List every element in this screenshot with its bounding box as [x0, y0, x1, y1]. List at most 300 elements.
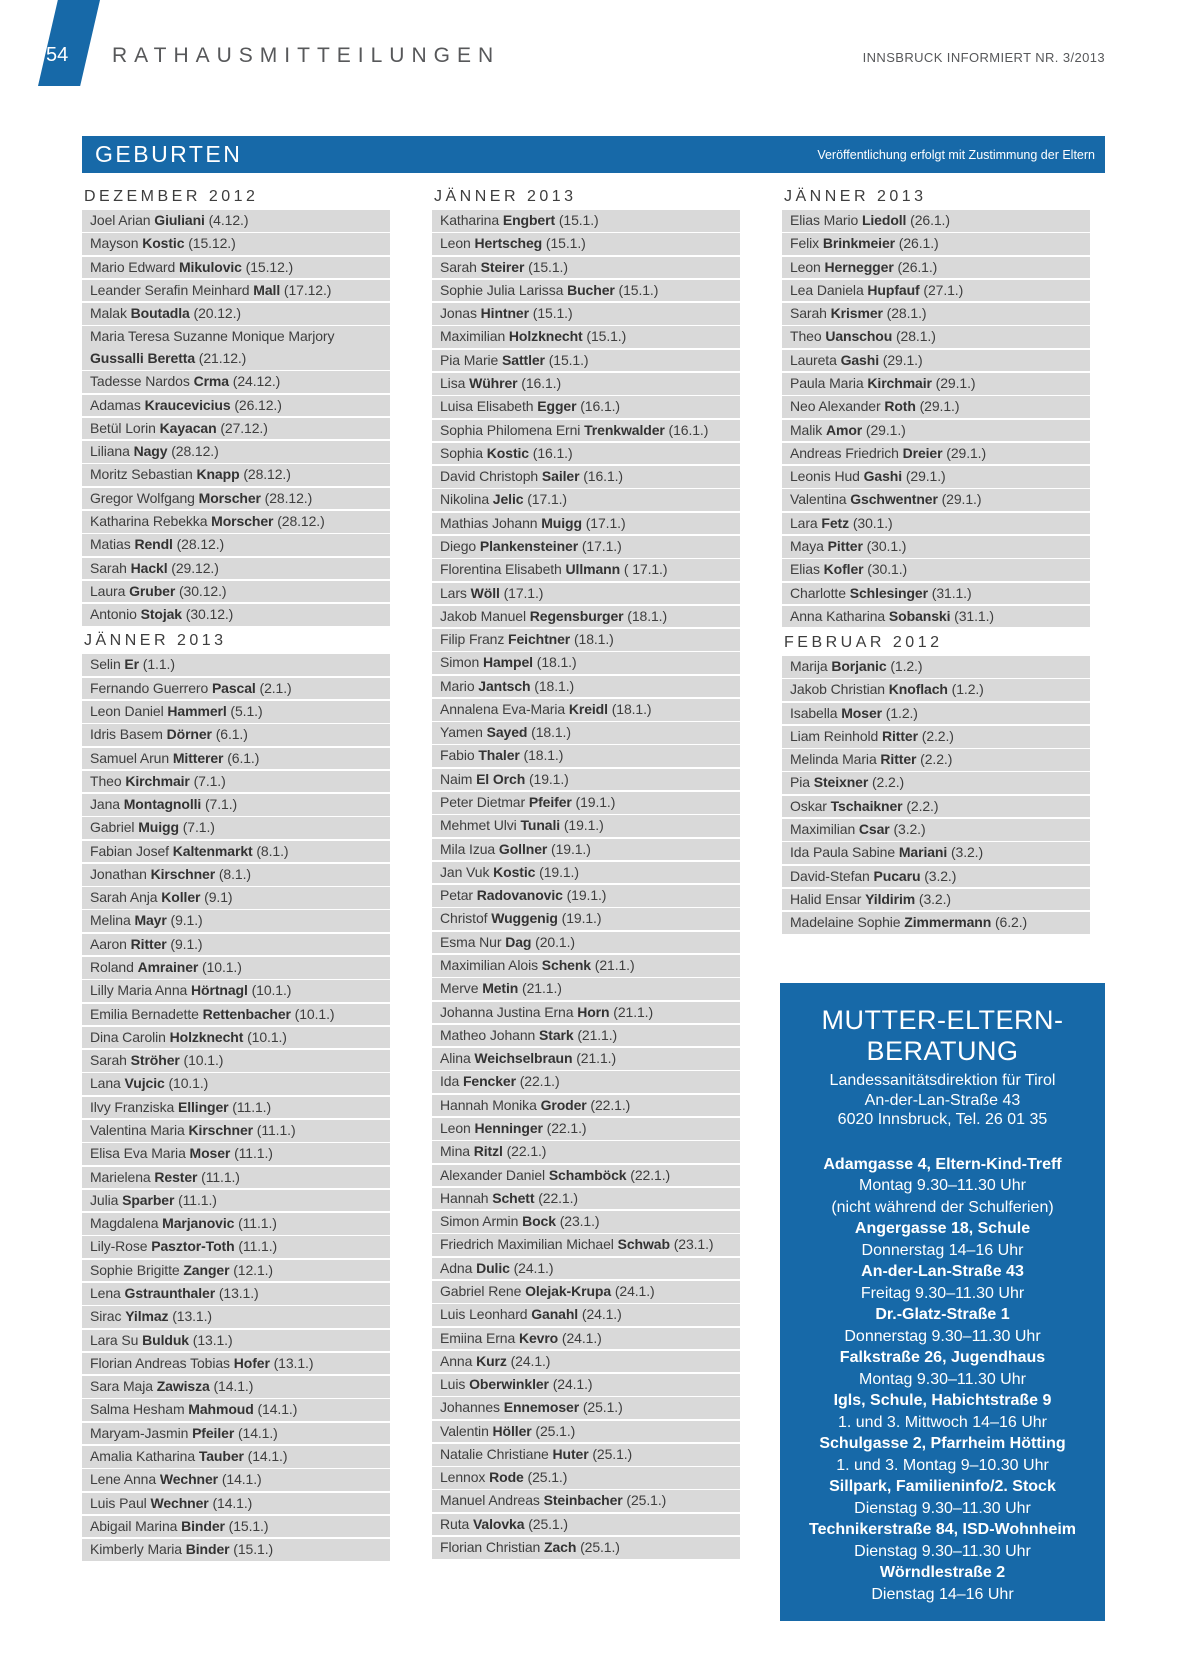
given-names: Jakob Manuel: [440, 607, 530, 624]
birth-date: (11.1.): [253, 1122, 296, 1138]
surname: Hintner: [480, 305, 529, 322]
birth-entry: [82, 1073, 390, 1095]
birth-entry: [782, 489, 1090, 511]
birth-column-2: [432, 183, 740, 1560]
given-names: Melina: [90, 912, 135, 929]
birth-date: ( 17.1.): [620, 561, 668, 578]
birth-date: (18.1.): [527, 724, 571, 741]
surname: Ritter: [880, 751, 917, 768]
birth-entry: [82, 511, 390, 533]
location-name: Technikerstraße 84, ISD-Wohnheim: [808, 1521, 1077, 1538]
surname: Kirschner: [188, 1122, 253, 1138]
birth-date: (15.1.): [528, 305, 573, 322]
surname: Hofer: [233, 1354, 270, 1371]
birth-entry: [432, 932, 740, 954]
given-names: Alexander Daniel: [440, 1166, 549, 1183]
given-names: Marija: [790, 658, 832, 675]
birth-date: (28.12.): [260, 489, 313, 506]
given-names: Diego: [440, 537, 480, 554]
surname: Pascal: [211, 679, 256, 696]
surname: Groder: [540, 1096, 587, 1113]
birth-entry: [82, 395, 390, 417]
given-names: Theo: [790, 328, 826, 345]
birth-date: (29.1.): [878, 351, 923, 368]
given-names: Aaron: [90, 935, 131, 952]
birth-entry: [782, 420, 1090, 442]
birth-entry: [82, 794, 390, 816]
birth-entry: [432, 885, 740, 907]
birth-date: (21.1.): [590, 957, 635, 973]
given-names: Maximilian: [440, 328, 509, 345]
surname: Hammerl: [167, 702, 227, 719]
surname: Krismer: [830, 305, 883, 322]
surname: Ellinger: [177, 1098, 229, 1115]
surname: Dag: [505, 933, 532, 950]
birth-date: (7.1.): [178, 819, 215, 836]
birth-entry: [82, 957, 390, 979]
given-names: Annalena Eva-Maria: [440, 700, 569, 717]
birth-entry: [432, 792, 740, 814]
surname: Kirchmair: [867, 374, 932, 391]
birth-entry: [82, 771, 390, 793]
surname: Rendl: [134, 536, 173, 553]
birth-date: (6.1.): [223, 749, 260, 766]
births-banner: [82, 136, 1105, 173]
birth-date: (12.1.): [229, 1261, 273, 1278]
surname: Boutadla: [130, 305, 190, 322]
surname: Gschwentner: [850, 491, 938, 508]
given-names: Pia: [790, 774, 814, 791]
birth-entry: [82, 934, 390, 956]
given-names: Dina Carolin: [90, 1028, 170, 1045]
surname: Höller: [492, 1422, 532, 1439]
surname: Tauber: [198, 1447, 244, 1464]
birth-date: (2.2.): [902, 797, 939, 814]
surname: Kevro: [518, 1329, 559, 1346]
birth-entry: [782, 280, 1090, 302]
birth-date: (6.2.): [991, 914, 1028, 931]
birth-entry: [432, 559, 740, 581]
birth-date: (31.1.): [950, 607, 994, 624]
surname: Nagy: [133, 443, 168, 460]
birth-entry: [782, 326, 1090, 348]
birth-date: (1.2.): [882, 704, 918, 721]
page-corner-ribbon: [38, 0, 100, 86]
birth-entry: [432, 1537, 740, 1559]
given-names: Kimberly Maria: [90, 1541, 186, 1558]
birth-entry: [432, 1211, 740, 1233]
birth-date: (28.1.): [892, 328, 936, 345]
birth-date: (23.1.): [555, 1213, 600, 1230]
birth-entry: [782, 703, 1090, 725]
birth-entry: [82, 1167, 390, 1189]
surname: Mahmoud: [188, 1401, 254, 1418]
birth-entry: [82, 257, 390, 279]
birth-entry: [782, 559, 1090, 581]
birth-date: (29.1.): [942, 444, 987, 461]
given-names: Salma Hesham: [90, 1401, 189, 1418]
surname: Gussalli Beretta: [90, 350, 195, 366]
location-time: Montag 9.30–11.30 Uhr: [859, 1370, 1026, 1388]
given-names: Laura: [90, 582, 130, 599]
birth-date: (22.1.): [515, 1073, 560, 1090]
given-names: Lennox: [440, 1469, 490, 1486]
birth-entry: [432, 978, 740, 1000]
birth-entry: [782, 536, 1090, 558]
location-time: 1. und 3. Mittwoch 14–16 Uhr: [837, 1413, 1047, 1431]
surname: Hampel: [482, 654, 533, 671]
surname: Zimmermann: [904, 914, 992, 931]
surname: Koller: [161, 889, 201, 906]
given-names: Theo: [90, 772, 126, 789]
info-box-intro-line: Landessanitätsdirektion für Tirol: [829, 1072, 1056, 1089]
surname: Wuggenig: [491, 910, 558, 927]
surname: Pasztor-Toth: [151, 1238, 235, 1255]
birth-date: (15.1.): [555, 212, 599, 228]
given-names: Alina: [440, 1050, 475, 1067]
given-names: Melinda Maria: [790, 751, 881, 768]
given-names: Mayson: [90, 235, 143, 252]
birth-date: (27.1.): [919, 281, 964, 298]
given-names: Ruta: [440, 1515, 473, 1532]
birth-entry: [432, 233, 740, 255]
birth-entry: [432, 1421, 740, 1443]
given-names: Peter Dietmar: [440, 794, 529, 811]
given-names: Simon Armin: [440, 1213, 523, 1230]
surname: Horn: [577, 1003, 610, 1020]
surname: Yildirim: [865, 890, 916, 907]
surname: Ritter: [130, 935, 167, 952]
surname: Zach: [544, 1539, 577, 1556]
birth-entry: [82, 1493, 390, 1515]
birth-date: (25.1.): [588, 1445, 633, 1462]
surname: Binder: [181, 1517, 225, 1534]
given-names: Yamen: [440, 724, 487, 741]
birth-date: (15.12.): [184, 235, 236, 252]
location-name: Adamgasse 4, Eltern-Kind-Treff: [823, 1155, 1062, 1173]
birth-date: (18.1.): [519, 747, 564, 764]
location-time: Donnerstag 14–16 Uhr: [861, 1241, 1024, 1259]
given-names: Elias Mario: [790, 212, 862, 228]
surname: Kirchmair: [125, 772, 190, 789]
surname: Kayacan: [159, 419, 217, 436]
birth-entry: [432, 1281, 740, 1303]
birth-entry: [432, 606, 740, 628]
given-names: Luis Leonhard: [440, 1306, 532, 1323]
given-names: Luis: [440, 1376, 470, 1393]
birth-date: (16.1.): [517, 374, 562, 391]
birth-date: (18.1.): [532, 654, 577, 671]
surname: Rode: [489, 1469, 524, 1486]
given-names: Matheo Johann: [440, 1026, 540, 1043]
birth-date: (14.1.): [253, 1401, 298, 1418]
surname: Moser: [189, 1145, 231, 1162]
birth-entry: [432, 326, 740, 348]
info-box-title-line2: BERATUNG: [866, 1036, 1019, 1066]
birth-date: (13.1.): [188, 1331, 233, 1348]
birth-date: (2.2.): [917, 727, 954, 744]
birth-date: (21.1.): [573, 1026, 618, 1043]
month-header: FEBRUAR 2012: [782, 629, 1090, 656]
birth-entry: [782, 866, 1090, 888]
surname: Roth: [884, 398, 916, 415]
birth-entry: [432, 1467, 740, 1489]
birth-entry: [782, 679, 1090, 701]
birth-entry: [432, 1165, 740, 1187]
birth-entry: [82, 1120, 390, 1142]
birth-entry: [432, 769, 740, 791]
location-time: Montag 9.30–11.30 Uhr: [859, 1177, 1026, 1194]
given-names: Lara Su: [90, 1331, 143, 1348]
birth-entry: [782, 842, 1090, 864]
given-names: Sara Maja: [90, 1378, 157, 1395]
given-names: Natalie Christiane: [440, 1445, 553, 1462]
birth-entry: [82, 534, 390, 556]
surname: Jelic: [492, 491, 524, 508]
birth-entry: [432, 1002, 740, 1024]
banner-title: GEBURTEN: [95, 141, 243, 167]
birth-date: (2.2.): [916, 751, 953, 768]
info-box-title: [790, 1005, 1095, 1067]
birth-entry: [82, 604, 390, 626]
birth-entry: [432, 1351, 740, 1373]
surname: Hupfauf: [867, 281, 920, 298]
given-names: Filip Franz: [440, 631, 509, 648]
birth-entry: [82, 1004, 390, 1026]
surname: Dörner: [166, 726, 212, 743]
birth-entry: [782, 443, 1090, 465]
birth-entry: [82, 1190, 390, 1212]
birth-entry: [782, 373, 1090, 395]
surname: Wührer: [469, 374, 518, 391]
birth-date: (10.1.): [179, 1052, 224, 1069]
given-names: Ilvy Franziska: [90, 1098, 178, 1115]
surname: Knapp: [196, 466, 240, 483]
birth-date: (22.1.): [502, 1143, 547, 1160]
surname: Kurz: [476, 1352, 507, 1369]
birth-entry: [82, 303, 390, 325]
location-time: Dienstag 14–16 Uhr: [871, 1585, 1014, 1603]
given-names: Mario: [440, 677, 479, 694]
birth-entry: [432, 839, 740, 861]
info-box-title-line1: MUTTER-ELTERN-: [821, 1005, 1064, 1035]
birth-entry: [82, 701, 390, 723]
given-names: Maximilian Alois: [440, 957, 542, 973]
birth-date: (28.12.): [167, 443, 219, 460]
surname: Mitterer: [172, 749, 224, 766]
month-header: JÄNNER 2013: [782, 183, 1090, 210]
surname: Yilmaz: [125, 1308, 169, 1325]
surname: Hernegger: [824, 258, 894, 275]
birth-entry: [782, 303, 1090, 325]
birth-entry: [82, 1097, 390, 1119]
birth-date: (24.1.): [611, 1282, 655, 1299]
month-header: DEZEMBER 2012: [82, 183, 390, 210]
birth-date: (30.12.): [175, 582, 227, 599]
birth-entry: [782, 257, 1090, 279]
given-names: Marielena: [90, 1168, 155, 1185]
birth-date: (7.1.): [201, 796, 238, 813]
surname: Sayed: [486, 724, 528, 741]
given-names: Sophia Philomena Erni: [440, 421, 585, 438]
surname: Muigg: [138, 819, 179, 836]
birth-entry: [82, 654, 390, 676]
birth-date: (18.1.): [530, 677, 575, 694]
birth-date: (21.1.): [572, 1050, 617, 1067]
given-names: Gabriel: [90, 819, 139, 836]
birth-entry: [432, 722, 740, 744]
birth-date: (10.1.): [164, 1075, 209, 1092]
birth-entry: [782, 656, 1090, 678]
given-names: Lara: [790, 514, 822, 531]
surname: Crma: [193, 373, 229, 390]
birth-column-1: [82, 183, 390, 1562]
birth-date: (1.2.): [947, 681, 984, 698]
given-names: Tadesse Nardos: [90, 373, 194, 390]
given-names: Jonathan: [90, 865, 151, 882]
birth-entry: [82, 864, 390, 886]
birth-date: (19.1.): [560, 817, 604, 834]
surname: Hertscheg: [474, 235, 543, 252]
birth-entry: [432, 1095, 740, 1117]
location-time: Donnerstag 9.30–11.30 Uhr: [844, 1327, 1041, 1345]
birth-date: (13.1.): [269, 1354, 314, 1371]
surname: Stark: [539, 1026, 574, 1043]
given-names: Ida: [440, 1073, 463, 1090]
surname: Liedoll: [861, 212, 907, 228]
birth-entry: [82, 1260, 390, 1282]
surname: Bock: [522, 1213, 556, 1230]
birth-date: (10.1.): [290, 1005, 335, 1022]
given-names: Johanna Justina Erna: [440, 1003, 578, 1020]
given-names: David-Stefan: [790, 867, 874, 884]
birth-date: (16.1.): [664, 421, 709, 438]
birth-entry: [432, 1234, 740, 1256]
surname: Zawisza: [156, 1378, 210, 1395]
given-names: Maria Teresa Suzanne Monique Marjory: [90, 328, 335, 345]
info-box-intro-line: 6020 Innsbruck, Tel. 26 01 35: [837, 1111, 1048, 1128]
location-time: Dienstag 9.30–11.30 Uhr: [854, 1542, 1031, 1560]
surname: Mariani: [898, 844, 948, 861]
given-names: Sarah: [790, 305, 831, 322]
birth-date: (9.1.): [166, 935, 203, 952]
banner-note: Veröffentlichung erfolgt mit Zustimmung der Eltern: [817, 147, 1095, 162]
birth-entry: [82, 280, 390, 302]
given-names: Nikolina: [440, 491, 493, 508]
birth-entry: [82, 1539, 390, 1561]
surname: Schett: [492, 1189, 535, 1206]
surname: Jantsch: [478, 677, 531, 694]
surname: Trenkwalder: [584, 421, 665, 438]
given-names: Sophie Brigitte: [90, 1261, 184, 1278]
birth-date: (9.1.): [166, 912, 203, 929]
birth-date: (11.1.): [234, 1215, 277, 1232]
birth-date: (5.1.): [226, 702, 263, 719]
birth-date: (20.12.): [189, 305, 241, 322]
birth-entry: [82, 678, 390, 700]
surname: Weichselbraun: [474, 1050, 573, 1067]
given-names: Andreas Friedrich: [790, 444, 903, 461]
birth-entry: [782, 796, 1090, 818]
birth-date: (18.1.): [607, 700, 652, 717]
surname: Ritzl: [473, 1143, 503, 1160]
birth-date: (22.1.): [626, 1166, 671, 1183]
surname: Ullmann: [565, 561, 621, 578]
birth-date: (14.1.): [208, 1494, 253, 1511]
birth-entry: [432, 1397, 740, 1419]
birth-entry: [782, 726, 1090, 748]
birth-entry: [432, 1444, 740, 1466]
given-names: Katharina Rebekka: [90, 512, 212, 529]
surname: Rester: [154, 1168, 198, 1185]
surname: Steixner: [813, 774, 869, 791]
birth-date: (3.2.): [920, 867, 957, 884]
given-names: Florentina Elisabeth: [440, 561, 566, 578]
birth-date: (26.1.): [906, 212, 950, 228]
birth-date: (24.1.): [558, 1329, 602, 1346]
birth-entry: [782, 513, 1090, 535]
birth-date: (11.1.): [174, 1191, 217, 1208]
surname: Kraucevicius: [144, 396, 231, 413]
birth-entry: [432, 1374, 740, 1396]
birth-date: (14.1.): [218, 1471, 262, 1488]
surname: Sobanski: [888, 607, 951, 624]
surname: Knoflach: [888, 681, 948, 698]
given-names: Maryam-Jasmin: [90, 1424, 193, 1441]
surname: Valovka: [472, 1515, 525, 1532]
birth-date: (19.1.): [571, 794, 616, 811]
birth-entry: [432, 280, 740, 302]
surname: Wechner: [150, 1494, 209, 1511]
surname: Feichtner: [508, 631, 571, 648]
surname: Giuliani: [154, 212, 205, 228]
given-names: Lena: [90, 1284, 125, 1301]
surname: Zanger: [183, 1261, 230, 1278]
given-names: Lilly Maria Anna: [90, 982, 192, 999]
birth-date: (10.1.): [198, 959, 242, 976]
birth-date: (25.1.): [524, 1515, 568, 1532]
birth-entry: [432, 443, 740, 465]
given-names: Paula Maria: [790, 374, 868, 391]
birth-entry: [432, 513, 740, 535]
surname: Wechner: [159, 1471, 219, 1488]
surname: Kirschner: [150, 865, 216, 882]
birth-date: (17.1.): [578, 537, 622, 554]
surname: El Orch: [476, 770, 526, 787]
surname: Mayr: [134, 912, 167, 929]
birth-entry: [782, 396, 1090, 418]
birth-entry: [82, 488, 390, 510]
birth-entry: [432, 350, 740, 372]
given-names: Jan Vuk: [440, 863, 494, 880]
birth-date: (15.1.): [542, 235, 586, 252]
surname: Uanschou: [825, 328, 893, 345]
birth-date: (14.1.): [234, 1424, 278, 1441]
birth-date: (24.1.): [506, 1352, 551, 1369]
location-name: Sillpark, Familieninfo/2. Stock: [829, 1478, 1056, 1495]
given-names: Moritz Sebastian: [90, 466, 197, 483]
given-names: Mario Edward: [90, 258, 179, 275]
section-title: RATHAUSMITTEILUNGEN: [112, 44, 501, 67]
given-names: Roland: [90, 959, 138, 976]
birth-entry: [432, 489, 740, 511]
birth-date: (30.1.): [863, 561, 908, 578]
birth-date: (30.1.): [849, 514, 893, 531]
birth-entry: [782, 749, 1090, 771]
given-names: Amalia Katharina: [90, 1447, 199, 1464]
surname: Hackl: [130, 559, 168, 576]
birth-entry: [432, 908, 740, 930]
